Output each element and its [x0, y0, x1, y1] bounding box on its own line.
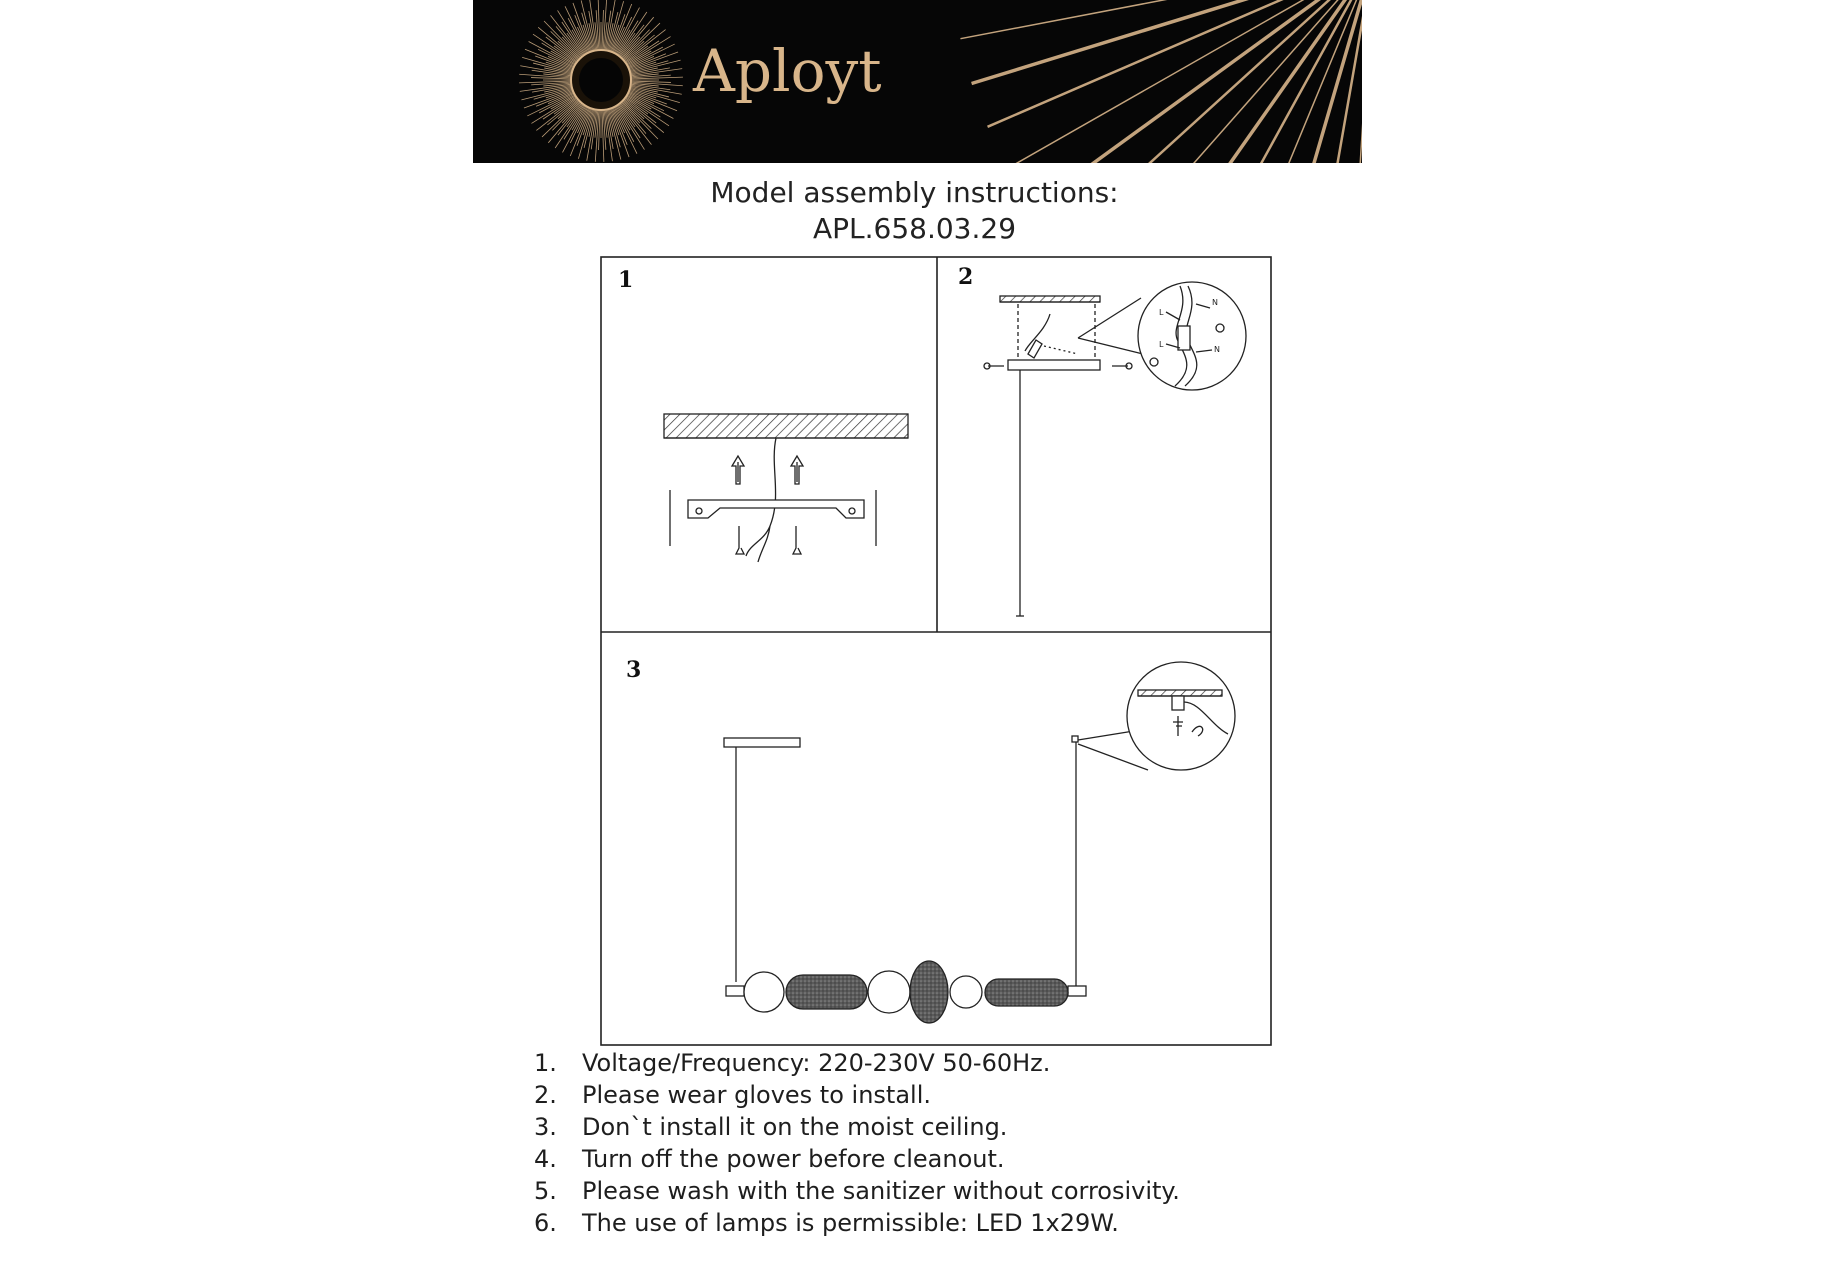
canopy	[724, 738, 800, 747]
ceiling-hatch	[664, 414, 908, 438]
svg-text:L: L	[1159, 340, 1164, 349]
assembly-diagram	[600, 256, 1272, 1046]
list-item	[534, 1207, 1180, 1239]
panel-2-drawing	[984, 282, 1246, 616]
note-text: Voltage/Frequency: 220-230V 50-60Hz.	[582, 1049, 1051, 1077]
svg-text:N: N	[1212, 298, 1218, 307]
note-number: 3.	[534, 1113, 557, 1141]
note-number: 1.	[534, 1049, 557, 1077]
note-number: 6.	[534, 1209, 557, 1237]
list-item	[534, 1079, 1180, 1111]
note-number: 2.	[534, 1081, 557, 1109]
notes-list	[534, 1047, 1180, 1239]
svg-text:N: N	[1214, 345, 1220, 354]
panel-1-label: 1	[618, 267, 634, 293]
svg-text:L: L	[1159, 308, 1164, 317]
note-text: Turn off the power before cleanout.	[582, 1145, 1005, 1173]
panel-1-drawing	[664, 414, 908, 562]
model-code: APL.658.03.29	[812, 212, 1017, 245]
list-item	[534, 1175, 1180, 1207]
list-item	[534, 1111, 1180, 1143]
sunburst-art	[473, 0, 1362, 163]
brand-banner	[473, 0, 1362, 163]
note-text: Please wear gloves to install.	[582, 1081, 931, 1109]
panel-3-drawing	[724, 662, 1235, 1023]
note-number: 5.	[534, 1177, 557, 1205]
panel-2-label: 2	[958, 264, 974, 290]
list-item	[534, 1143, 1180, 1175]
panel-3-label: 3	[626, 657, 642, 683]
brand-logo: Aployt	[693, 37, 882, 105]
page-title: Model assembly instructions:	[710, 176, 1119, 209]
note-text: Don`t install it on the moist ceiling.	[582, 1113, 1008, 1141]
note-text: Please wash with the sanitizer without corrosivity.	[582, 1177, 1180, 1205]
note-number: 4.	[534, 1145, 557, 1173]
list-item	[534, 1047, 1180, 1079]
detail-callout	[1127, 662, 1235, 770]
note-text: The use of lamps is permissible: LED 1x29W.	[582, 1209, 1119, 1237]
